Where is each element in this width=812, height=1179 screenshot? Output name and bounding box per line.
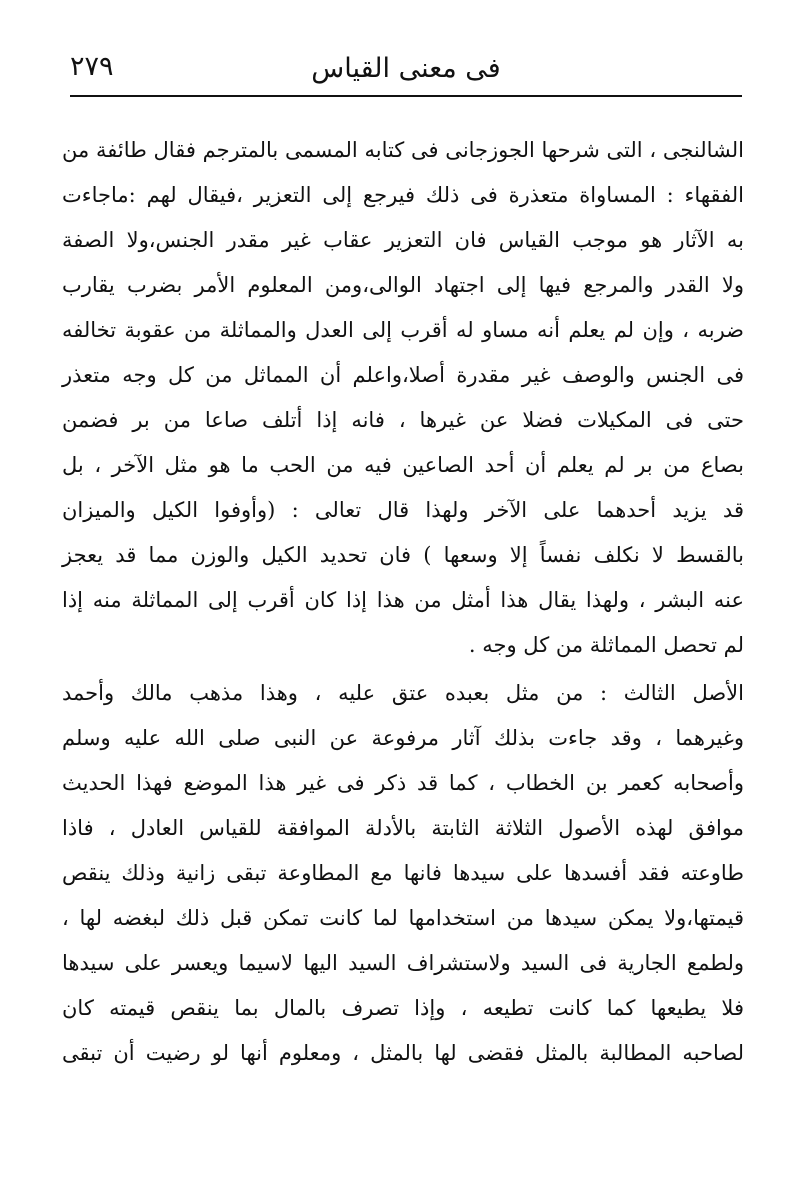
paragraph-2: [62, 671, 744, 1076]
page-header: [70, 48, 742, 96]
text-line: ضربه ، وإن لم يعلم أنه مساو له أقرب إلى العدل والمماثلة من عقوبة تخالفه: [62, 318, 744, 342]
text-line: حتى فى المكيلات فضلا عن غيرها ، فانه إذا أتلف صاعا من بر فضمن: [62, 408, 744, 432]
text-line: ولطمع الجارية فى السيد ولاستشراف السيد اليها لاسيما ويعسر على سيدها: [62, 951, 744, 975]
text-line: الشالنجى ، التى شرحها الجوزجانى فى كتابه المسمى بالمترجم فقال طائفة من: [62, 138, 744, 162]
header-rule: [70, 95, 742, 97]
text-line: فلا يطيعها كما كانت تطيعه ، وإذا تصرف بالمال بما ينقص قيمته كان: [62, 996, 744, 1020]
text-line: موافق لهذه الأصول الثلاثة الثابتة بالأدلة الموافقة للقياس العادل ، فاذا: [62, 816, 744, 840]
text-line: وغيرهما ، وقد جاءت بذلك آثار مرفوعة عن النبى صلى الله عليه وسلم: [62, 726, 744, 750]
page-number: ٢٧٩: [70, 51, 114, 82]
text-line: الفقهاء : المساواة متعذرة فى ذلك فيرجع إلى التعزير ،فيقال لهم :ماجاءت: [62, 183, 744, 207]
text-line: وأصحابه كعمر بن الخطاب ، كما قد ذكر فى غير هذا الموضع فهذا الحديث: [62, 771, 744, 795]
paragraph-1: [62, 128, 744, 668]
text-line: قد يزيد أحدهما على الآخر ولهذا قال تعالى : (وأوفوا الكيل والميزان: [62, 498, 744, 522]
text-line: بالقسط لا نكلف نفساً إلا وسعها ) فان تحديد الكيل والوزن مما قد يعجز: [62, 543, 744, 567]
text-line: بصاع من بر لم يعلم أن أحد الصاعين فيه من الحب ما هو مثل الآخر ، بل: [62, 453, 744, 477]
text-line: به الآثار هو موجب القياس فان التعزير عقاب غير مقدر الجنس،ولا الصفة: [62, 228, 744, 252]
text-line: طاوعته فقد أفسدها على سيدها فانها مع المطاوعة تبقى زانية وذلك ينقص: [62, 861, 744, 885]
text-line: قيمتها،ولا يمكن سيدها من استخدامها لما كانت تمكن قبل ذلك لبغضه لها ،: [62, 906, 744, 930]
text-line: عنه البشر ، ولهذا يقال هذا أمثل من هذا إذا كان أقرب إلى المماثلة منه إذا: [62, 588, 744, 612]
page-title: فى معنى القياس: [311, 53, 501, 84]
text-line: لصاحبه المطالبة بالمثل فقضى لها بالمثل ، ومعلوم أنها لو رضيت أن تبقى: [62, 1041, 744, 1065]
text-line: فى الجنس والوصف غير مقدرة أصلا،واعلم أن المماثل من كل وجه متعذر: [62, 363, 745, 387]
text-line: ولا القدر والمرجع فيها إلى اجتهاد الوالى،ومن المعلوم الأمر بضرب يقارب: [62, 273, 744, 297]
text-line: لم تحصل المماثلة من كل وجه .: [468, 633, 744, 657]
text-line: الأصل الثالث : من مثل بعبده عتق عليه ، وهذا مذهب مالك وأحمد: [62, 681, 744, 705]
